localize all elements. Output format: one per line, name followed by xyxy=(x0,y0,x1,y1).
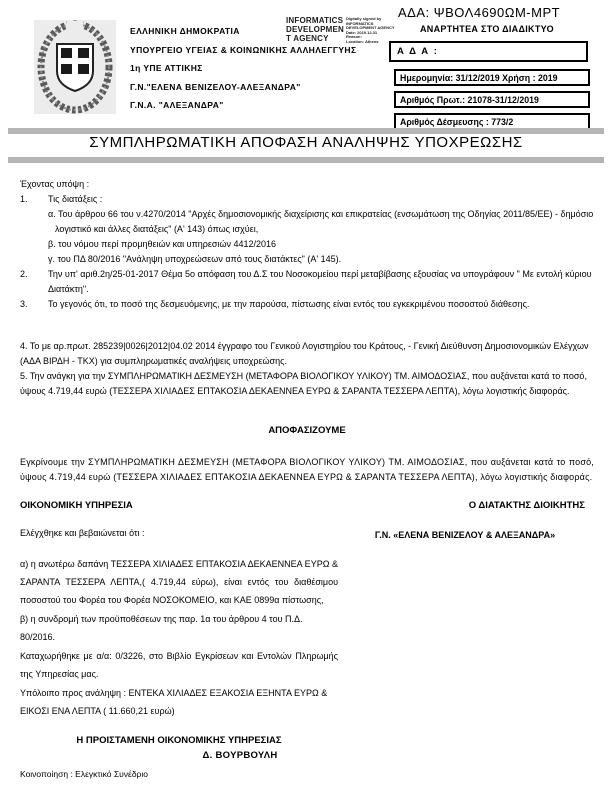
registration-note: Καταχωρήθηκε με α/α: 0/3226, στο Βιβλίο Εγκρίσεων και Εντολών Πληρωμής της Υπηρεσίας μας. xyxy=(20,651,338,679)
legal-item-2 xyxy=(20,267,594,297)
item-number: 3. xyxy=(20,299,28,309)
stamp-sig-line: Reason: xyxy=(346,34,362,40)
decision-heading: ΑΠΟΦΑΣΙΖΟΥΜΕ xyxy=(268,425,346,436)
org-line-ministry: ΥΠΟΥΡΓΕΙΟ ΥΓΕΙΑΣ & ΚΟΙΝΩΝΙΚΗΣ ΑΛΛΗΛΕΓΓΥΗΣ xyxy=(130,44,357,55)
date-box: Ημερομηνία: 31/12/2019 Χρήση : 2019 xyxy=(394,69,590,86)
ada-code: ΑΔΑ: ΨΒΟΛ4690ΩΜ-ΜΡΤ xyxy=(398,5,561,20)
balance-note: Υπόλοιπο προς ανάληψη : ΕΝΤΕΚΑ ΧΙΛΙΑΔΕΣ ΕΞΑΚΟΣΙΑ ΕΞΗΝΤΑ ΕΥΡΩ & ΕΙΚΟΣΙ ΕΝΑ ΛΕΠΤΑ ( 11.660,21 ευρώ) xyxy=(20,688,328,716)
commitment-number-box: Αριθμός Δέσμευσης : 773/2 xyxy=(394,113,590,130)
digital-stamp-agency-name xyxy=(286,16,344,43)
finance-head-title: Η ΠΡΟΙΣΤΑΜΕΝΗ ΟΙΚΟΝΟΜΙΚΗΣ ΥΠΗΡΕΣΙΑΣ xyxy=(76,735,282,746)
finance-dept-heading: ΟΙΚΟΝΟΜΙΚΗ ΥΠΗΡΕΣΙΑ xyxy=(20,500,133,511)
legal-item-5: 5. Την ανάγκη για την ΣΥΜΠΛΗΡΩΜΑΤΙΚΗ ΔΕΣΜΕΥΣΗ (ΜΕΤΑΦΟΡΑ ΒΙΟΛΟΓΙΚΟΥ ΥΛΙΚΟΥ) ΤΜ. ΑΙΜΟΔΟΣΙΑΣ, που αυξάνεται κατά το ποσό, ύψους 4.719,44 ευρώ (ΤΕΣΣΕΡΑ ΧΙΛΙΑΔΕΣ ΕΠΤΑΚΟΣΙΑ ΔΕΚΑΕΝΝΕΑ ΕΥΡΩ & ΣΑΡΑΝΤΑ ΤΕΣΣΕΡΑ ΛΕΠΤΑ), λόγω λογιστικής διαφοράς. xyxy=(20,371,587,396)
legal-item-1a-continuation: λογιστικό και άλλες διατάξεις" (Α' 143) όπως ισχύει, xyxy=(55,224,259,234)
legal-item-1b: β. του νόμου περί προμηθειών και υπηρεσιών 4412/2016 xyxy=(48,239,277,249)
org-line-republic: ΕΛΛΗΝΙΚΗ ΔΗΜΟΚΡΑΤΙΑ xyxy=(130,26,240,36)
ada-box xyxy=(389,41,588,62)
document-title: ΣΥΜΠΛΗΡΩΜΑΤΙΚΗ ΑΠΟΦΑΣΗ ΑΝΑΛΗΨΗΣ ΥΠΟΧΡΕΩΣΗΣ xyxy=(89,134,523,151)
commander-heading: Ο ΔΙΑΤΑΚΤΗΣ ΔΙΟΙΚΗΤΗΣ xyxy=(468,500,585,511)
item-text: Την υπ' αριθ.2η/25-01-2017 Θέμα 5ο απόφαση του Δ.Σ του Νοσοκομείου περί μεταβίβασης εξουσίας να υπογράφουν " Με εντολή κύριου Διατάκτη". xyxy=(48,269,592,294)
item-text: Τις διατάξεις : xyxy=(48,194,103,204)
item-text: Το γεγονός ότι, το ποσό της δεσμευόμενης, με την παρούσα, πίστωσης είναι εντός του εγκεκριμένου ποσοστού διάθεσης. xyxy=(48,299,530,309)
verification-item-b: β) η συνδρομή των προϋποθέσεων της παρ. 1α του άρθρου 4 του Π.Δ. 80/2016. xyxy=(20,614,303,642)
ada-box-label: Α Δ Α : xyxy=(397,46,439,57)
verification-item-a: α) η ανωτέρω δαπάνη ΤΕΣΣΕΡΑ ΧΙΛΙΑΔΕΣ ΕΠΤΑΚΟΣΙΑ ΔΕΚΑΕΝΝΕΑ ΕΥΡΩ & ΣΑΡΑΝΤΑ ΤΕΣΣΕΡΑ ΛΕΠΤΑ,( 4.719,44 εύρω), είναι εντός του διαθέσιμου ποσοστού του Φορέα του Φορέα ΝΟΣΟΚΟΜΕΙΟ, και ΚΑΕ 0899α πίστωσης, xyxy=(20,559,338,605)
stamp-agency-line: INFORMATICS xyxy=(286,16,344,25)
commander-hospital-name: Γ.Ν. «ΕΛΕΝΑ ΒΕΝΙΖΕΛΟΥ & ΑΛΕΞΑΝΔΡΑ» xyxy=(374,530,556,540)
legal-item-1c: γ. του ΠΔ 80/2016 "Ανάληψη υποχρεώσεων από τους διατάκτες" (Α' 145). xyxy=(48,254,342,264)
stamp-agency-line: T AGENCY xyxy=(286,34,329,43)
signer-name: Δ. ΒΟΥΡΒΟΥΛΗ xyxy=(202,750,278,761)
document-body xyxy=(20,177,594,485)
stamp-sig-line: Digitally signed by xyxy=(346,16,382,21)
stamp-sig-line: DEVELOPMENT AGENCY xyxy=(346,25,395,31)
item-number: 1. xyxy=(20,194,28,204)
greek-coat-of-arms-emblem xyxy=(34,20,116,114)
publish-notice: ΑΝΑΡΤΗΤΕΑ ΣΤΟ ΔΙΑΔΙΚΤΥΟ xyxy=(420,24,554,34)
protocol-number-box: Αριθμός Πρωτ.: 21078-31/12/2019 xyxy=(394,91,590,108)
separator-bar-bottom xyxy=(8,157,604,163)
legal-item-1 xyxy=(20,192,594,207)
verification-intro: Ελέγχθηκε και βεβαιώνεται ότι : xyxy=(20,528,145,538)
legal-item-1a: α. Του άρθρου 66 του ν.4270/2014 "Αρχές δημοσιονομικής διαχείρισης και επικρατείας (ενσωμάτωση της Οδηγίας 2011/85/ΕΕ) - δημόσιο xyxy=(48,209,594,219)
legal-item-3 xyxy=(20,297,594,312)
finance-department-column xyxy=(20,500,338,746)
decision-text: Εγκρίνουμε την ΣΥΜΠΛΗΡΩΜΑΤΙΚΗ ΔΕΣΜΕΥΣΗ (ΜΕΤΑΦΟΡΑ ΒΙΟΛΟΓΙΚΟΥ ΥΛΙΚΟΥ) ΤΜ. ΑΙΜΟΔΟΣΙΑΣ, που αυξάνεται κατά το ποσό, ύψους 4.719,44 ευρώ (ΤΕΣΣΕΡΑ ΧΙΛΙΑΔΕΣ ΕΠΤΑΚΟΣΙΑ ΔΕΚΑΕΝΝΕΑ ΕΥΡΩ & ΣΑΡΑΝΤΑ ΤΕΣΣΕΡΑ ΛΕΠΤΑ), λόγω λογιστικής διαφοράς. xyxy=(20,457,594,482)
item-number: 2. xyxy=(20,269,28,279)
legal-item-4: 4. Το με αρ.πρωτ. 285239|0026|2012|04.02 2014 έγγραφο του Γενικού Λογιστηρίου του Κράτους, - Γενική Διεύθυνση Δημοσιονομικών Ελέγχων (ΑΔΑ ΒΙΡΔΗ - ΤΚΧ) για συμπληρωματικές αναλήψεις υποχρεώσης. xyxy=(20,341,589,366)
commander-column xyxy=(335,500,595,540)
stamp-sig-line: Location: Athens xyxy=(346,38,379,44)
stamp-sig-line: Date: 2019.12.31 xyxy=(346,29,378,35)
org-line-hospital-2: Γ.Ν.Α. "ΑΛΕΞΑΝΔΡΑ" xyxy=(130,100,224,110)
cc-note: Κοινοποίηση : Ελεγκτικό Συνέδριο xyxy=(20,769,148,779)
org-line-hospital-1: Γ.Ν."ΕΛΕΝΑ ΒΕΝΙΖΕΛΟΥ-ΑΛΕΞΑΝΔΡΑ" xyxy=(130,81,301,92)
org-line-ype: 1η ΥΠΕ ΑΤΤΙΚΗΣ xyxy=(130,63,203,73)
stamp-agency-line: DEVELOPMEN xyxy=(286,25,345,34)
preamble: Έχοντας υπόψη : xyxy=(20,179,90,189)
stamp-sig-line: INFORMATICS xyxy=(346,20,374,26)
